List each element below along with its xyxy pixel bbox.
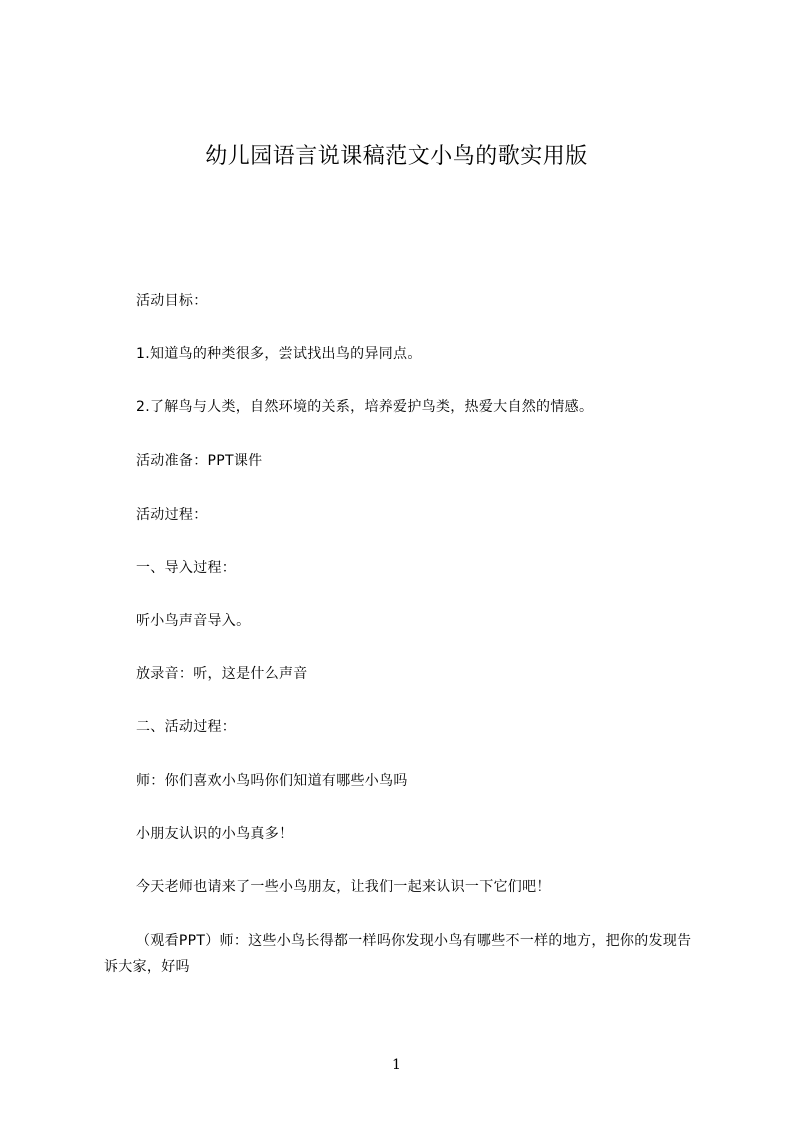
paragraph-objective-2: 2.了解鸟与人类，自然环境的关系，培养爱护鸟类，热爱大自然的情感。: [136, 399, 594, 415]
page-number: 1: [392, 1057, 401, 1073]
paragraph-activity-heading: 二、活动过程：: [136, 719, 237, 735]
document-title: 幼儿园语言说课稿范文小鸟的歌实用版: [205, 144, 588, 169]
paragraph-intro-heading: 一、导入过程：: [136, 560, 237, 576]
paragraph-objectives-heading: 活动目标：: [136, 293, 208, 309]
paragraph-intro-bird-sound: 听小鸟声音导入。: [136, 613, 251, 629]
paragraph-objective-1: 1.知道鸟的种类很多，尝试找出鸟的异同点。: [136, 346, 422, 362]
paragraph-watch-ppt: （观看PPT）师：这些小鸟长得都一样吗你发现小鸟有哪些不一样的地方，把你的发现告诉大家，好吗: [104, 933, 692, 975]
paragraph-children-know: 小朋友认识的小鸟真多！: [136, 826, 294, 842]
paragraph-teacher-invite: 今天老师也请来了一些小鸟朋友，让我们一起来认识一下它们吧！: [136, 879, 551, 895]
paragraph-play-recording: 放录音：听，这是什么声音: [136, 666, 308, 682]
paragraph-preparation: 活动准备：PPT课件: [136, 453, 263, 469]
paragraph-process-heading: 活动过程：: [136, 507, 208, 523]
paragraph-teacher-question: 师：你们喜欢小鸟吗你们知道有哪些小鸟吗: [136, 773, 408, 789]
